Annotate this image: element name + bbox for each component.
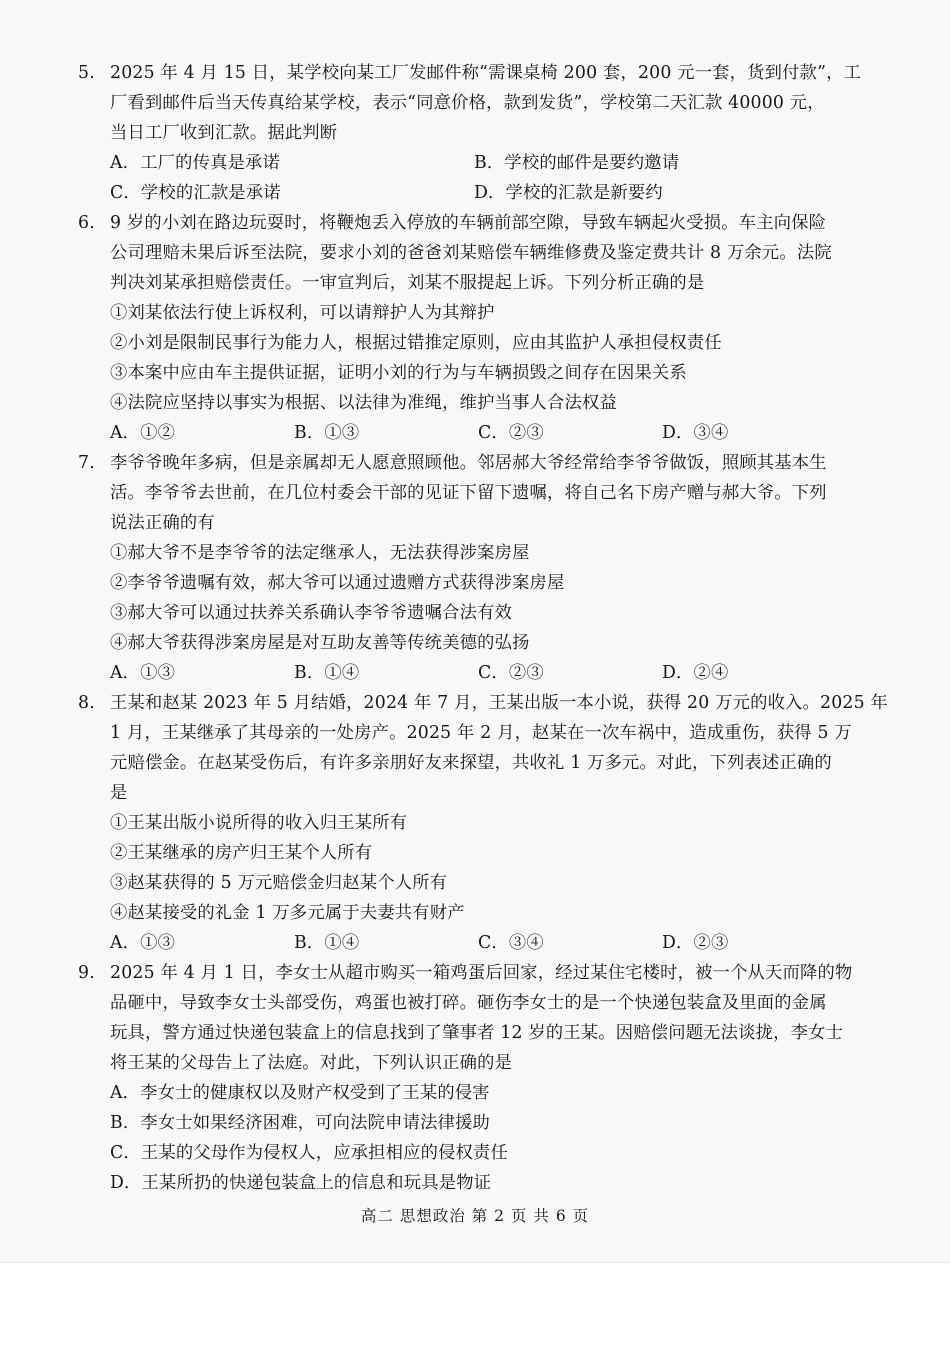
question-number: 5. (78, 63, 95, 83)
question-stem-line: 厂看到邮件后当天传真给某学校，表示“同意价格，款到发货”，学校第二天汇款 40000 元， (110, 93, 825, 113)
option-c: C．③④ (478, 933, 544, 953)
statement-2: ②小刘是限制民事行为能力人，根据过错推定原则，应由其监护人承担侵权责任 (110, 333, 722, 353)
option-a: A．工厂的传真是承诺 (110, 153, 281, 173)
question-8 (78, 688, 888, 958)
question-stem-text: 2025 年 4 月 1 日，李女士从超市购买一箱鸡蛋后回家，经过某住宅楼时，被一个从天而降的物 (110, 963, 853, 983)
question-stem-line: 公司理赔未果后诉至法院，要求小刘的爸爸刘某赔偿车辆维修费及鉴定费共计 8 万余元。法院 (110, 243, 832, 263)
question-stem-line: 活。李爷爷去世前，在几位村委会干部的见证下留下遗嘱，将自己名下房产赠与郝大爷。下列 (110, 483, 827, 503)
question-number: 9. (78, 963, 95, 983)
question-stem-line: 是 (110, 783, 128, 803)
question-stem-text: 2025 年 4 月 15 日，某学校向某工厂发邮件称“需课桌椅 200 套，200 元一套，货到付款”，工 (110, 63, 862, 83)
question-number: 7. (78, 453, 95, 473)
statement-1: ①刘某依法行使上诉权利，可以请辩护人为其辩护 (110, 303, 495, 323)
question-5 (78, 58, 878, 208)
option-b: B．李女士如果经济困难，可向法院申请法律援助 (110, 1113, 491, 1133)
statement-4: ④法院应坚持以事实为根据、以法律为准绳，维护当事人合法权益 (110, 393, 617, 413)
question-stem-line: 当日工厂收到汇款。据此判断 (110, 123, 338, 143)
option-d: D．②③ (662, 933, 729, 953)
option-a: A．①③ (110, 933, 176, 953)
option-b: B．①④ (294, 663, 360, 683)
question-stem-line: 元赔偿金。在赵某受伤后，有许多亲朋好友来探望，共收礼 1 万多元。对此，下列表述正确的 (110, 753, 832, 773)
question-number: 6. (78, 213, 95, 233)
option-c: C．学校的汇款是承诺 (110, 183, 281, 203)
question-stem-line (78, 448, 878, 478)
question-stem-text: 王某和赵某 2023 年 5 月结婚，2024 年 7 月，王某出版一本小说，获得 20 万元的收入。2025 年 (110, 693, 888, 713)
question-stem-line (78, 208, 878, 238)
options-row (78, 928, 878, 958)
option-b: B．①④ (294, 933, 360, 953)
statement-2: ②王某继承的房产归王某个人所有 (110, 843, 373, 863)
question-stem-line: 品砸中，导致李女士头部受伤，鸡蛋也被打碎。砸伤李女士的是一个快递包装盒及里面的金属 (110, 993, 827, 1013)
statement-2: ②李爷爷遗嘱有效，郝大爷可以通过遗赠方式获得涉案房屋 (110, 573, 565, 593)
options-row (78, 418, 878, 448)
options-row (78, 148, 878, 178)
question-stem-line: 判决刘某承担赔偿责任。一审宣判后，刘某不服提起上诉。下列分析正确的是 (110, 273, 705, 293)
options-row (78, 658, 878, 688)
option-b: B．①③ (294, 423, 360, 443)
question-9 (78, 958, 878, 1198)
question-6 (78, 208, 878, 448)
question-stem-line: 玩具，警方通过快递包装盒上的信息找到了肇事者 12 岁的王某。因赔偿问题无法谈拢，李女士 (110, 1023, 844, 1043)
statement-3: ③本案中应由车主提供证据，证明小刘的行为与车辆损毁之间存在因果关系 (110, 363, 687, 383)
option-a: A．①② (110, 423, 176, 443)
question-stem-line (78, 58, 878, 88)
question-stem-text: 李爷爷晚年多病，但是亲属却无人愿意照顾他。邻居郝大爷经常给李爷爷做饭，照顾其基本生 (110, 453, 827, 473)
statement-4: ④赵某接受的礼金 1 万多元属于夫妻共有财产 (110, 903, 465, 923)
option-a: A．李女士的健康权以及财产权受到了王某的侵害 (110, 1083, 490, 1103)
questions-area (78, 58, 888, 1198)
option-d: D．③④ (662, 423, 729, 443)
question-stem-line: 说法正确的有 (110, 513, 215, 533)
statement-1: ①郝大爷不是李爷爷的法定继承人，无法获得涉案房屋 (110, 543, 530, 563)
question-stem-line (78, 958, 878, 988)
statement-4: ④郝大爷获得涉案房屋是对互助友善等传统美德的弘扬 (110, 633, 530, 653)
question-stem-text: 9 岁的小刘在路边玩耍时，将鞭炮丢入停放的车辆前部空隙，导致车辆起火受损。车主向保险 (110, 213, 827, 233)
options-row (78, 178, 878, 208)
question-stem-line: 将王某的父母告上了法庭。对此，下列认识正确的是 (110, 1053, 513, 1073)
statement-3: ③赵某获得的 5 万元赔偿金归赵某个人所有 (110, 873, 448, 893)
option-c: C．②③ (478, 423, 544, 443)
option-d: D．王某所扔的快递包装盒上的信息和玩具是物证 (110, 1173, 492, 1193)
question-stem-line (78, 688, 888, 718)
question-stem-line: 1 月，王某继承了其母亲的一处房产。2025 年 2 月，赵某在一次车祸中，造成重伤，获得 5 万 (110, 723, 852, 743)
statement-1: ①王某出版小说所得的收入归王某所有 (110, 813, 408, 833)
option-c: C．②③ (478, 663, 544, 683)
question-7 (78, 448, 878, 688)
option-d: D．②④ (662, 663, 729, 683)
option-d: D．学校的汇款是新要约 (474, 183, 663, 203)
option-b: B．学校的邮件是要约邀请 (474, 153, 680, 173)
option-c: C．王某的父母作为侵权人，应承担相应的侵权责任 (110, 1143, 509, 1163)
option-a: A．①③ (110, 663, 176, 683)
page-footer: 高二 思想政治 第 2 页 共 6 页 (360, 1207, 590, 1225)
question-number: 8. (78, 693, 95, 713)
statement-3: ③郝大爷可以通过扶养关系确认李爷爷遗嘱合法有效 (110, 603, 513, 623)
